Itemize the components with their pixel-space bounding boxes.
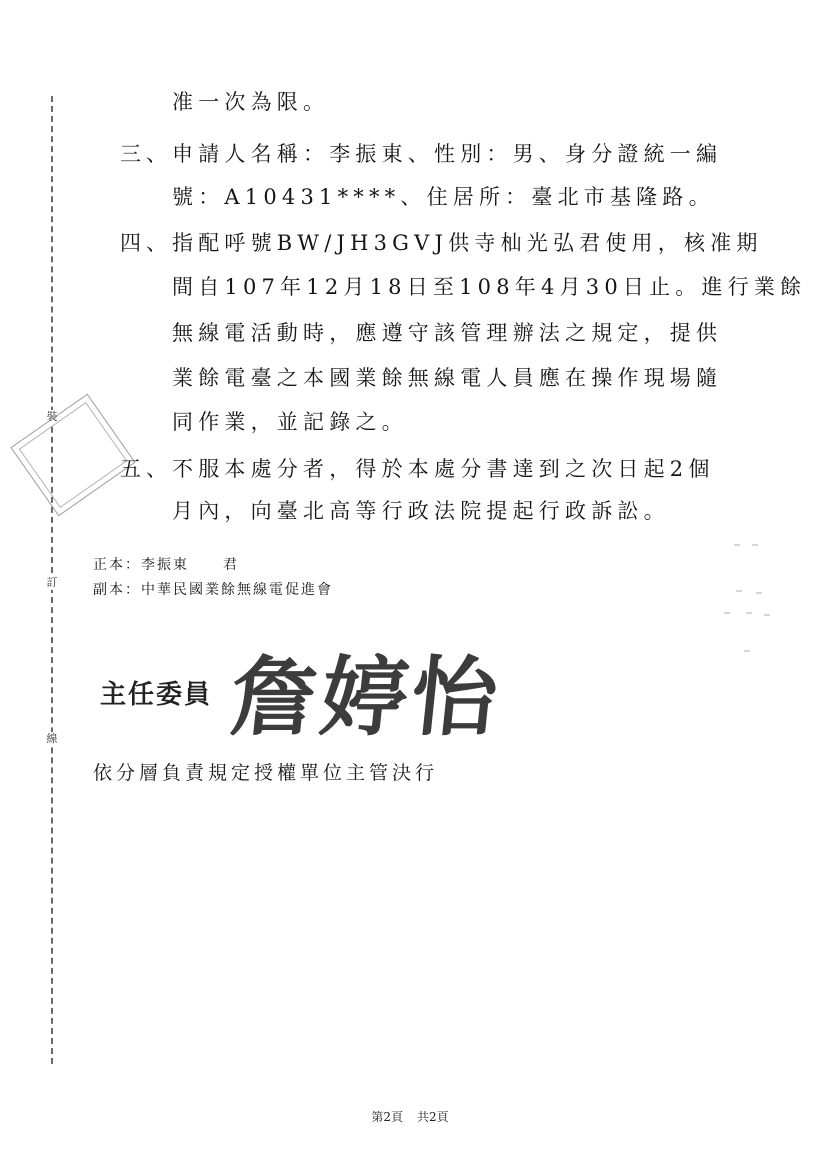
item-marker-5: 五、 (120, 457, 172, 481)
binding-mark-zhuang: 裝 (44, 410, 60, 424)
item-5-line-1: 不服本處分者，得於本處分書達到之次日起2個 (172, 457, 715, 481)
delegation-statement: 依分層負責規定授權單位主管決行 (93, 762, 439, 784)
item-4-line-1: 指配呼號BW/JH3GVJ供寺杣光弘君使用，核准期 (172, 231, 763, 255)
item-marker-3: 三、 (120, 142, 172, 166)
item-4-line-5: 同作業，並記錄之。 (172, 410, 408, 434)
binding-mark-xian: 線 (44, 732, 60, 746)
page-footer (0, 1108, 820, 1125)
item-marker-4: 四、 (120, 231, 172, 255)
original-copy-label: 正本 (93, 557, 125, 573)
binding-mark-ding: 訂 (44, 576, 60, 590)
original-copy-separator: ： (125, 557, 141, 573)
duplicate-copy-separator: ： (125, 582, 141, 598)
original-copy-honorific: 君 (223, 557, 239, 573)
item-5-line-2: 月內，向臺北高等行政法院提起行政訴訟。 (172, 499, 670, 523)
original-copy-name: 李振東 (141, 557, 189, 573)
item-3-line-1: 申請人名稱：李振東、性別：男、身分證統一編 (172, 142, 723, 166)
duplicate-copy-recipient (93, 579, 333, 599)
item-4-line-2: 間自107年12月18日至108年4月30日止。進行業餘 (172, 275, 807, 299)
seal-stamp (10, 394, 135, 517)
signatory-title: 主任委員 (100, 680, 213, 710)
page-total: 共2頁 (417, 1110, 449, 1124)
page-number: 第2頁 (371, 1110, 403, 1124)
seal-stamp-mark (29, 420, 104, 473)
signatory-signature: 詹婷怡 (225, 647, 507, 748)
original-copy-recipient (93, 554, 239, 574)
item-3-line-2: 號：A10431****、住居所：臺北市基隆路。 (172, 185, 715, 209)
duplicate-copy-label: 副本 (93, 582, 125, 598)
duplicate-copy-name: 中華民國業餘無線電促進會 (141, 582, 333, 598)
item-4-line-3: 無線電活動時，應遵守該管理辦法之規定，提供 (172, 321, 723, 345)
continuation-line: 准一次為限。 (172, 90, 330, 114)
item-4-line-4: 業餘電臺之本國業餘無線電人員應在操作現場隨 (172, 366, 723, 390)
